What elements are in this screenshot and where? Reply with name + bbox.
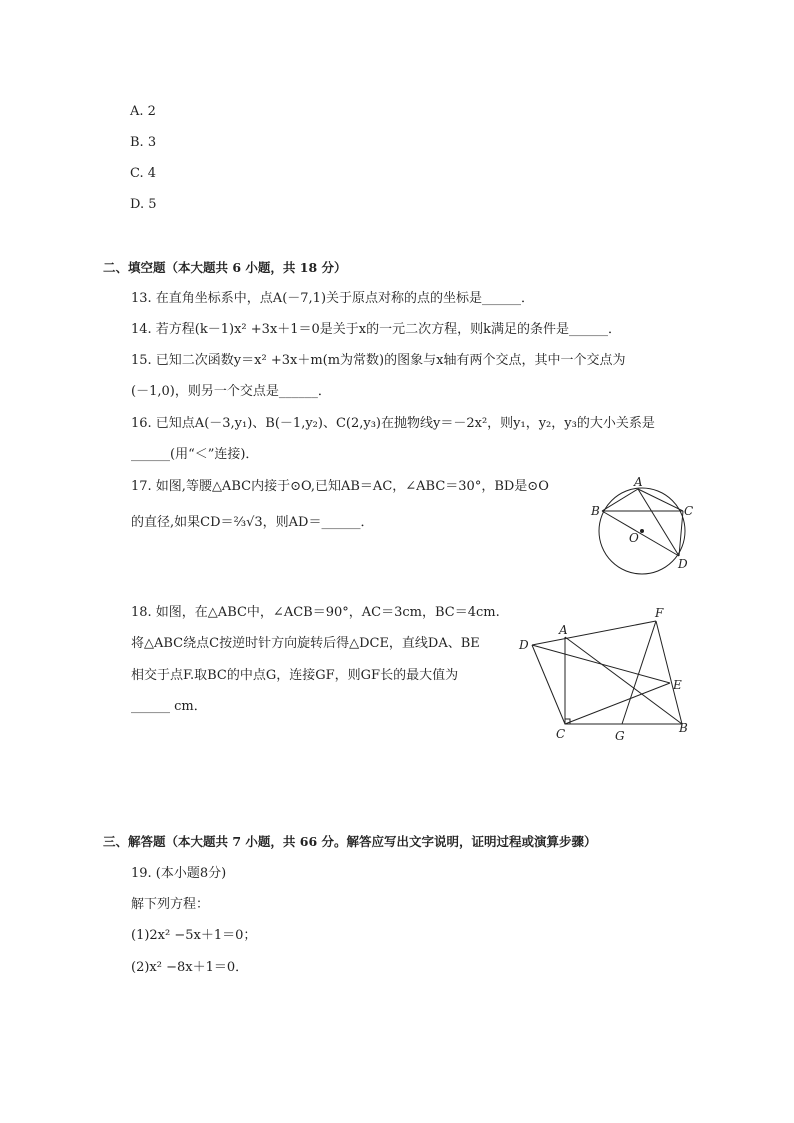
q19-title: 19. (本小题8分) xyxy=(131,866,227,881)
q17-line1: 17. 如图,等腰△ABC内接于⊙O,已知AB＝AC，∠ABC＝30°，BD是⊙O xyxy=(131,479,549,494)
option-d: D. 5 xyxy=(130,197,157,212)
fig17-label-o: O xyxy=(629,531,639,545)
q14: 14. 若方程(k－1)x² +3x＋1＝0是关于x的一元二次方程，则k满足的条件是______． xyxy=(131,322,622,337)
fig18-label-d: D xyxy=(519,638,529,652)
q19-part2: (2)x² −8x＋1＝0． xyxy=(131,960,249,975)
section2-title: 二、填空题（本大题共 6 小题，共 18 分） xyxy=(103,260,347,275)
fig17-label-a: A xyxy=(634,475,643,489)
option-c: C. 4 xyxy=(130,166,157,181)
q19-prompt: 解下列方程： xyxy=(131,897,210,912)
fig18-label-b: B xyxy=(679,721,688,735)
fig18-label-c: C xyxy=(556,727,566,741)
figure-17-circle xyxy=(586,474,698,578)
fig17-label-b: B xyxy=(591,504,600,518)
figure-18-rotation xyxy=(516,602,698,742)
fig18-label-f: F xyxy=(655,606,664,620)
option-b: B. 3 xyxy=(130,135,157,150)
q13: 13. 在直角坐标系中，点A(－7,1)关于原点对称的点的坐标是______． xyxy=(131,291,535,306)
q16-line2: ______(用“＜”连接)． xyxy=(131,447,259,462)
q15-line2: (－1,0)，则另一个交点是______． xyxy=(131,384,331,399)
q17-line2: 的直径,如果CD＝⅔√3，则AD＝______． xyxy=(131,515,374,530)
q18-line3: 相交于点F.取BC的中点G，连接GF，则GF长的最大值为 xyxy=(131,668,459,683)
q18-line4: ______ cm． xyxy=(131,699,207,714)
fig18-label-a: A xyxy=(559,623,568,637)
q15-line1: 15. 已知二次函数y＝x² +3x＋m(m为常数)的图象与x轴有两个交点，其中一个交点为 xyxy=(131,353,626,368)
q19-part1: (1)2x² −5x＋1＝0； xyxy=(131,928,257,943)
fig18-label-g: G xyxy=(615,729,625,742)
option-a: A. 2 xyxy=(130,104,156,119)
q16-line1: 16. 已知点A(－3,y₁)、B(－1,y₂)、C(2,y₃)在抛物线y＝－2x²，则y₁，y₂，y₃的大小关系是 xyxy=(131,416,655,431)
section3-title: 三、解答题（本大题共 7 小题，共 66 分。解答应写出文字说明，证明过程或演算步骤） xyxy=(103,834,597,849)
fig18-label-e: E xyxy=(673,678,682,692)
q18-line2: 将△ABC绕点C按逆时针方向旋转后得△DCE，直线DA、BE xyxy=(131,636,480,651)
fig17-label-c: C xyxy=(684,504,694,518)
q18-line1: 18. 如图，在△ABC中，∠ACB＝90°，AC＝3cm，BC＝4cm. xyxy=(131,605,500,620)
fig17-label-d: D xyxy=(678,557,688,571)
